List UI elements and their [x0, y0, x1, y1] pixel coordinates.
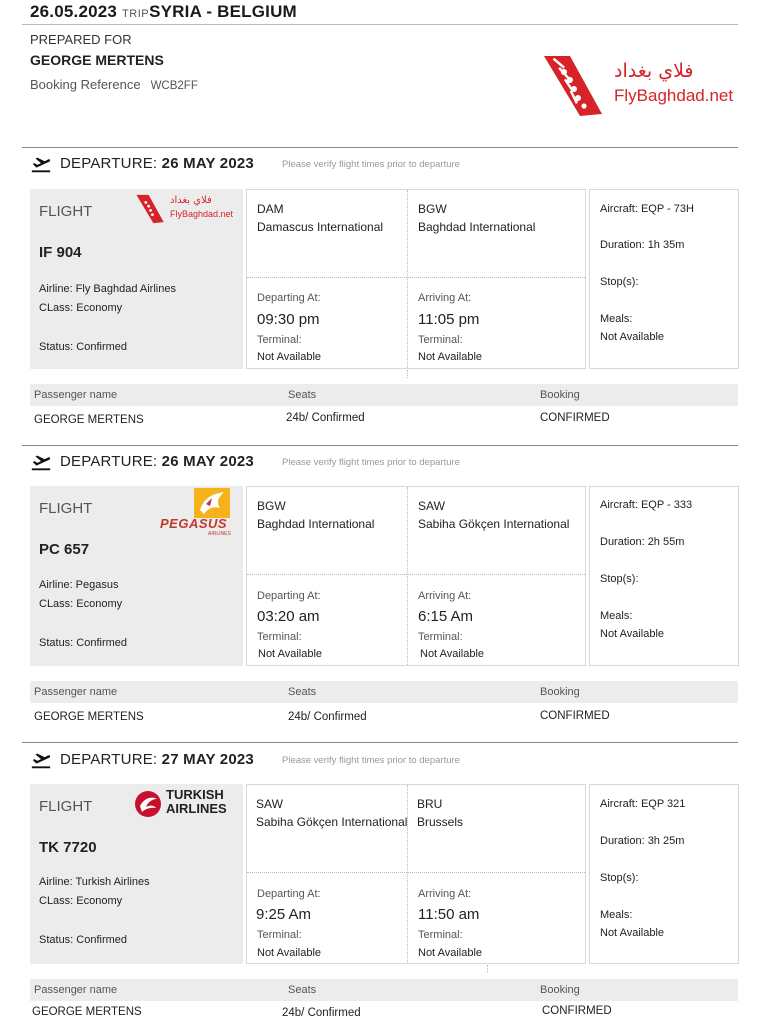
passenger-table-header [30, 384, 738, 406]
turkish-airlines-globe-icon [134, 790, 162, 818]
pegasus-horse-icon [194, 488, 230, 518]
flybaghdad-tail-icon [540, 52, 610, 120]
class: CLass: Economy [39, 598, 123, 610]
column-booking: Booking [540, 389, 580, 401]
column-booking: Booking [540, 686, 580, 698]
departure-label: DEPARTURE: [60, 751, 158, 768]
column-seats: Seats [288, 984, 317, 996]
route-details [246, 486, 586, 666]
airline: Airline: Pegasus [39, 579, 119, 591]
status: Status: Confirmed [39, 637, 128, 649]
turkish-wordmark-line2: AIRLINES [166, 801, 227, 816]
column-passenger-name: Passenger name [34, 389, 118, 401]
departure-terminal: Not Available [257, 351, 322, 363]
pegasus-sub: AIRLINES [208, 531, 231, 537]
terminal-label: Terminal: [418, 929, 463, 941]
departure-terminal: Not Available [257, 947, 322, 959]
row-passenger-name: GEORGE MERTENS [34, 711, 144, 723]
departure-date: 26 MAY 2023 [161, 155, 254, 172]
row-seat: 24b/ Confirmed [286, 412, 365, 424]
duration: Duration: 2h 55m [600, 536, 685, 548]
departing-label: Departing At: [257, 292, 321, 304]
terminal-label: Terminal: [257, 631, 302, 643]
departing-time: 03:20 am [257, 608, 320, 625]
route-details [246, 189, 586, 369]
aircraft: Aircraft: EQP 321 [600, 798, 686, 810]
flight-label: FLIGHT [39, 203, 93, 220]
departure-date: 27 MAY 2023 [161, 751, 254, 768]
departing-label: Departing At: [257, 590, 321, 602]
row-booking-status: CONFIRMED [540, 412, 610, 424]
plane-icon [30, 451, 52, 473]
prepared-for-label: PREPARED FOR [30, 32, 132, 47]
column-passenger-name: Passenger name [34, 984, 118, 996]
flight-number: IF 904 [39, 244, 82, 261]
arriving-label: Arriving At: [418, 590, 472, 602]
brand-website: FlyBaghdad.net [614, 86, 734, 105]
departing-time: 09:30 pm [257, 311, 320, 328]
terminal-label: Terminal: [257, 929, 302, 941]
arriving-time: 11:50 am [418, 906, 480, 923]
arriving-time: 6:15 Am [418, 608, 474, 625]
terminal-label: Terminal: [418, 334, 463, 346]
terminal-label: Terminal: [418, 631, 463, 643]
flight-label: FLIGHT [39, 798, 93, 815]
departure-label: DEPARTURE: [60, 453, 158, 470]
aircraft: Aircraft: EQP - 333 [600, 499, 693, 511]
destination-code: BGW [418, 202, 447, 216]
arriving-label: Arriving At: [418, 888, 472, 900]
flight-info [589, 189, 739, 369]
column-booking: Booking [540, 984, 580, 996]
meals-label: Meals: [600, 610, 633, 622]
destination-airport: Sabiha Gökçen International [418, 517, 570, 531]
verify-note: Please verify flight times prior to departure [282, 755, 460, 766]
logo-latin-text: FlyBaghdad.net [170, 209, 234, 219]
arrival-terminal: Not Available [418, 947, 483, 959]
status: Status: Confirmed [39, 341, 128, 353]
origin-airport: Baghdad International [257, 517, 375, 531]
verify-note: Please verify flight times prior to departure [282, 159, 460, 170]
header-divider [22, 24, 738, 25]
flybaghdad-brand-logo [540, 52, 740, 120]
segment-divider [22, 147, 738, 148]
airline: Airline: Fly Baghdad Airlines [39, 283, 176, 295]
origin-airport: Sabiha Gökçen International [256, 815, 408, 829]
class: CLass: Economy [39, 895, 123, 907]
column-seats: Seats [288, 686, 317, 698]
airline: Airline: Turkish Airlines [39, 876, 150, 888]
row-passenger-name: GEORGE MERTENS [32, 1006, 142, 1018]
origin-code: DAM [257, 202, 284, 216]
passenger-table-header [30, 681, 738, 703]
stops: Stop(s): [600, 573, 639, 585]
booking-reference-label: Booking Reference [30, 77, 141, 92]
trip-route: SYRIA - BELGIUM [149, 2, 297, 21]
turkish-airlines-logo [134, 788, 240, 820]
flight-summary [30, 784, 243, 964]
meals-label: Meals: [600, 313, 633, 325]
arriving-time: 11:05 pm [418, 311, 480, 328]
stops: Stop(s): [600, 872, 639, 884]
meals: Not Available [600, 927, 665, 939]
flight-label: FLIGHT [39, 500, 93, 517]
flight-info [589, 486, 739, 666]
flybaghdad-tail-icon [134, 193, 168, 225]
destination-airport: Brussels [417, 815, 464, 829]
destination-code: SAW [418, 499, 445, 513]
column-seats: Seats [288, 389, 317, 401]
row-seat: 24b/ Confirmed [282, 1007, 361, 1019]
pegasus-logo [150, 488, 240, 540]
aircraft: Aircraft: EQP - 73H [600, 203, 694, 215]
arriving-label: Arriving At: [418, 292, 472, 304]
flight-number: PC 657 [39, 541, 90, 558]
flight-info [589, 784, 739, 964]
booking-reference [30, 77, 198, 92]
origin-airport: Damascus International [257, 220, 384, 234]
booking-reference-code: WCB2FF [150, 80, 198, 92]
departure-label: DEPARTURE: [60, 155, 158, 172]
meals: Not Available [600, 331, 665, 343]
itinerary-title [30, 2, 297, 22]
stops: Stop(s): [600, 276, 639, 288]
row-booking-status: CONFIRMED [542, 1005, 612, 1017]
meals-label: Meals: [600, 909, 633, 921]
passenger-table-header [30, 979, 738, 1001]
trip-date: 26.05.2023 [30, 2, 118, 21]
destination-airport: Baghdad International [418, 220, 536, 234]
flight-summary [30, 189, 243, 369]
status: Status: Confirmed [39, 934, 128, 946]
terminal-label: Terminal: [257, 334, 302, 346]
plane-icon [30, 153, 52, 175]
flight-summary [30, 486, 243, 666]
route-details [246, 784, 586, 964]
duration: Duration: 3h 25m [600, 835, 685, 847]
row-seat: 24b/ Confirmed [288, 711, 367, 723]
plane-icon [30, 749, 52, 771]
brand-arabic-name: فلاي بغداد [614, 60, 694, 82]
arrival-terminal: Not Available [418, 351, 483, 363]
column-passenger-name: Passenger name [34, 686, 118, 698]
passenger-name: GEORGE MERTENS [30, 52, 164, 68]
row-passenger-name: GEORGE MERTENS [34, 414, 144, 426]
meals: Not Available [600, 628, 665, 640]
flybaghdad-logo [134, 193, 238, 227]
destination-code: BRU [417, 797, 443, 811]
row-booking-status: CONFIRMED [540, 710, 610, 722]
departure-date: 26 MAY 2023 [161, 453, 254, 470]
logo-arabic-text: فلاي بغداد [170, 195, 212, 206]
origin-code: BGW [257, 499, 286, 513]
pegasus-wordmark: PEGASUS [160, 516, 228, 531]
departure-terminal: Not Available [258, 648, 323, 660]
duration: Duration: 1h 35m [600, 239, 685, 251]
departing-label: Departing At: [257, 888, 321, 900]
departing-time: 9:25 Am [256, 906, 312, 923]
segment-divider [22, 742, 738, 743]
trip-label: TRIP [122, 8, 150, 20]
origin-code: SAW [256, 797, 283, 811]
segment-divider [22, 445, 738, 446]
flight-number: TK 7720 [39, 839, 97, 856]
class: CLass: Economy [39, 302, 123, 314]
turkish-wordmark-line1: TURKISH [166, 787, 224, 802]
verify-note: Please verify flight times prior to departure [282, 457, 460, 468]
arrival-terminal: Not Available [420, 648, 485, 660]
